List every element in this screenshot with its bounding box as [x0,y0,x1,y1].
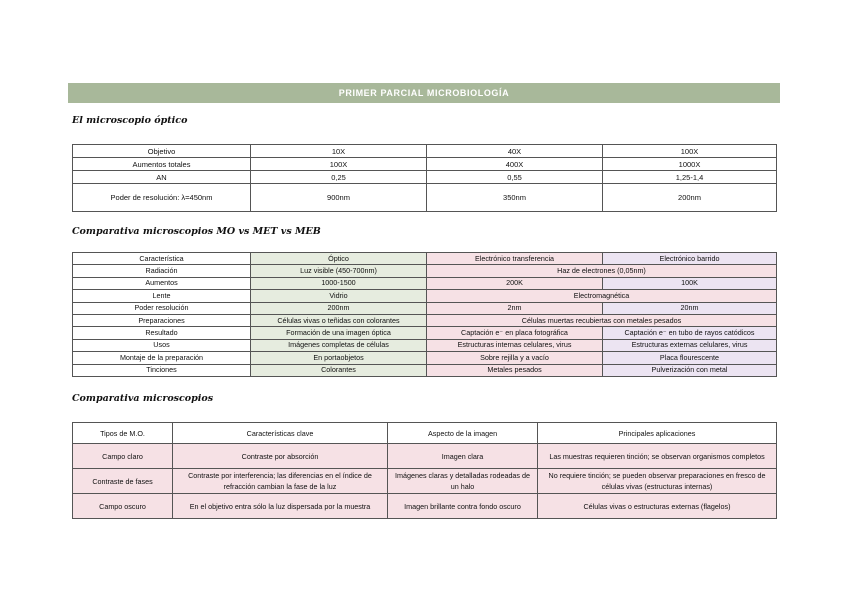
table-cell: Colorantes [251,364,427,376]
table-cell: 1,25-1,4 [603,171,777,184]
table-cell: 40X [427,145,603,158]
table-cell: Poder de resolución: λ=450nm [73,184,251,212]
table-cell: Montaje de la preparación [73,352,251,364]
table-row [73,352,777,364]
table-cell: Contraste por absorción [173,444,388,469]
table-cell: 20nm [603,302,777,314]
table-cell: Sobre rejilla y a vacío [427,352,603,364]
table-cell: En portaobjetos [251,352,427,364]
table-cell: Aumentos totales [73,158,251,171]
table-cell: Tinciones [73,364,251,376]
section-title-comparativa: Comparativa microscopios [72,393,214,404]
table-cell: Aumentos [73,277,251,289]
table-cell: Óptico [251,253,427,265]
table-cell: 10X [251,145,427,158]
table-cell: 100K [603,277,777,289]
table-row [73,184,777,212]
table-cell: Imágenes completas de células [251,339,427,351]
table-cell: En el objetivo entra sólo la luz dispersada por la muestra [173,494,388,519]
table-cell: 100X [603,145,777,158]
table-row [73,444,777,469]
table-cell: Haz de electrones (0,05nm) [427,265,777,277]
table-row [73,494,777,519]
table-cell: Luz visible (450-700nm) [251,265,427,277]
table-cell: 2nm [427,302,603,314]
table-cell: Principales aplicaciones [538,423,777,444]
table-row [73,265,777,277]
table-cell: 900nm [251,184,427,212]
table-row [73,364,777,376]
table-cell: Células vivas o teñidas con colorantes [251,314,427,326]
table-row [73,469,777,494]
table-cell: Vidrio [251,290,427,302]
table-cell: 0,25 [251,171,427,184]
table-cell: 0,55 [427,171,603,184]
table-cell: Placa flourescente [603,352,777,364]
table-cell: Lente [73,290,251,302]
table-cell: Imagen brillante contra fondo oscuro [388,494,538,519]
table-row [73,171,777,184]
table-cell: Aspecto de la imagen [388,423,538,444]
mo-met-meb-table [72,252,777,377]
section-title-optico: El microscopio óptico [72,115,188,126]
table-cell: 100X [251,158,427,171]
table-cell: AN [73,171,251,184]
table-row [73,290,777,302]
table-row [73,253,777,265]
table-cell: Contraste de fases [73,469,173,494]
optical-microscope-table [72,144,777,212]
table-cell: Electromagnética [427,290,777,302]
table-cell: Usos [73,339,251,351]
mo-types-table [72,422,777,519]
table-cell: Células muertas recubiertas con metales pesados [427,314,777,326]
table-cell: Pulverización con metal [603,364,777,376]
table-row [73,145,777,158]
table-cell: Electrónico transferencia [427,253,603,265]
table-row [73,277,777,289]
table-cell: Estructuras externas celulares, virus [603,339,777,351]
table-row [73,314,777,326]
table-cell: Contraste por interferencia; las diferencias en el índice de refracción cambian la fase de la luz [173,469,388,494]
table-row [73,158,777,171]
page-title-banner: PRIMER PARCIAL MICROBIOLOGÍA [68,83,780,103]
table-row [73,302,777,314]
table-cell: Características clave [173,423,388,444]
table-cell: Poder resolución [73,302,251,314]
table-cell: Células vivas o estructuras externas (flagelos) [538,494,777,519]
table-cell: Característica [73,253,251,265]
table-cell: Captación e⁻ en placa fotográfica [427,327,603,339]
table-cell: Imagen clara [388,444,538,469]
table-row [73,339,777,351]
table-cell: Formación de una imagen óptica [251,327,427,339]
table-cell: 200K [427,277,603,289]
table-cell: Resultado [73,327,251,339]
table-cell: Radiación [73,265,251,277]
table-cell: 1000X [603,158,777,171]
table-cell: Campo oscuro [73,494,173,519]
table-cell: 1000-1500 [251,277,427,289]
table-cell: 350nm [427,184,603,212]
table-cell: Imágenes claras y detalladas rodeadas de un halo [388,469,538,494]
table-cell: Objetivo [73,145,251,158]
table-cell: Tipos de M.O. [73,423,173,444]
table-cell: Las muestras requieren tinción; se observan organismos completos [538,444,777,469]
table-cell: 200nm [603,184,777,212]
table-cell: Captación e⁻ en tubo de rayos catódicos [603,327,777,339]
table-cell: 200nm [251,302,427,314]
table-row [73,423,777,444]
table-cell: Campo claro [73,444,173,469]
table-cell: Metales pesados [427,364,603,376]
table-cell: Estructuras internas celulares, virus [427,339,603,351]
table-cell: Electrónico barrido [603,253,777,265]
section-title-comparativa-mo: Comparativa microscopios MO vs MET vs MEB [72,226,321,237]
table-cell: No requiere tinción; se pueden observar preparaciones en fresco de células vivas (estructuras internas) [538,469,777,494]
table-cell: Preparaciones [73,314,251,326]
table-row [73,327,777,339]
table-cell: 400X [427,158,603,171]
